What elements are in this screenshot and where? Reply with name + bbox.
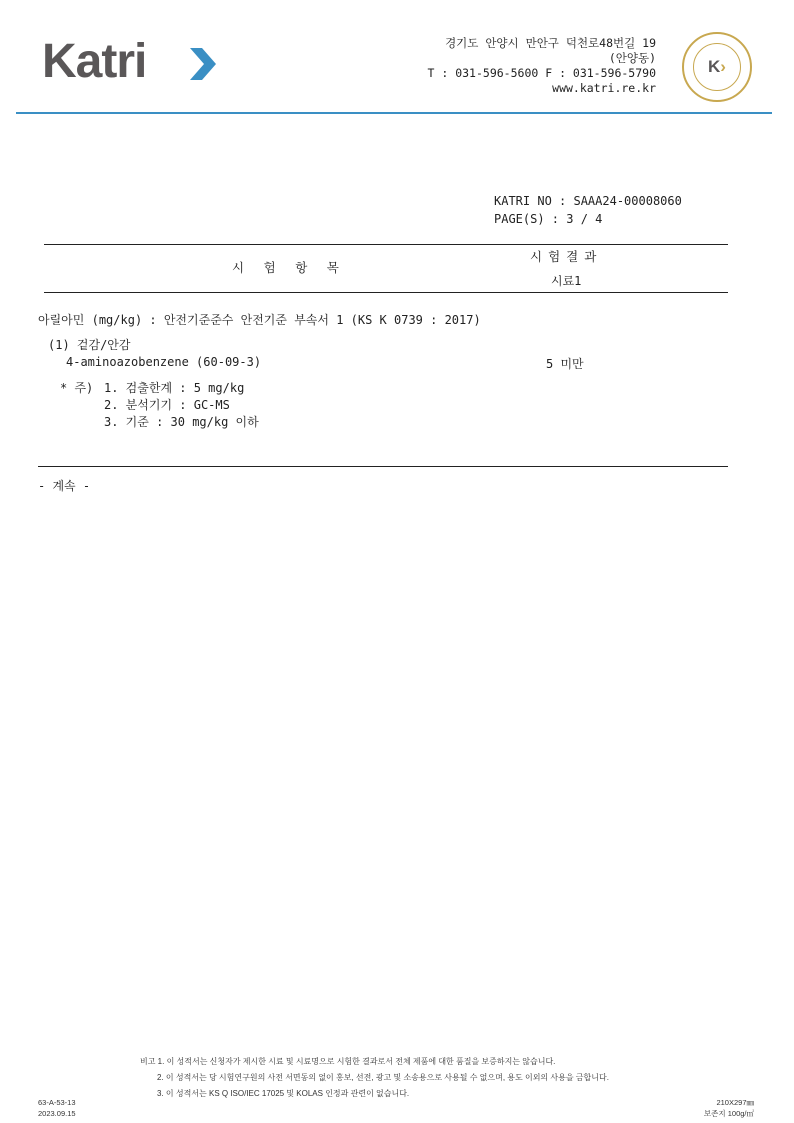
table-bottom-rule [38, 466, 728, 467]
seal-emblem: K› [693, 43, 741, 91]
notes-prefix: * 주) [60, 381, 94, 395]
website: www.katri.re.kr [552, 81, 656, 95]
table-top-rule [44, 244, 728, 245]
form-code: 63-A-53-13 [38, 1098, 76, 1107]
katri-no: KATRI NO : SAAA24-00008060 [494, 194, 682, 208]
paper-type: 보존지 100g/㎡ [703, 1109, 754, 1118]
compound-name: 4-aminoazobenzene (60-09-3) [66, 355, 262, 369]
col-sample-1: 시료1 [551, 274, 582, 288]
header-divider [16, 112, 772, 114]
page-value: 3 / 4 [566, 212, 603, 226]
chevron-right-icon [186, 44, 218, 84]
continued-marker: - 계속 - [38, 479, 91, 493]
katri-no-label: KATRI NO [494, 194, 552, 208]
section-title: 아릴아민 (mg/kg) : 안전기준준수 안전기준 부속서 1 (KS K 0739 : 2017) [38, 313, 481, 327]
page-number: PAGE(S) : 3 / 4 [494, 212, 603, 226]
certification-seal [682, 32, 752, 102]
seal-letter: K [708, 57, 721, 76]
remark-1: 비고 1. 이 성적서는 신청자가 제시한 시료 및 시료명으로 시험한 결과로서 전체 제품에 대한 품질을 보증하지는 않습니다. [140, 1057, 556, 1066]
katri-no-value: SAAA24-00008060 [573, 194, 682, 208]
result-value: 5 미만 [546, 357, 584, 371]
note-item: 1. 검출한계 : 5 mg/kg [104, 381, 245, 395]
phone-fax: T : 031-596-5600 F : 031-596-5790 [427, 66, 656, 80]
form-date: 2023.09.15 [38, 1109, 76, 1118]
page-label: PAGE(S) [494, 212, 545, 226]
table-header-rule [44, 292, 728, 293]
subsection-title: (1) 겉감/안감 [48, 338, 131, 352]
address-line-1: 경기도 안양시 만안구 덕천로48번길 19 [445, 36, 656, 50]
address-line-2: (안양동) [608, 51, 656, 65]
katri-logo-text: Katri [42, 35, 147, 88]
note-item: 3. 기준 : 30 mg/kg 이하 [104, 415, 259, 429]
col-test-result: 시험결과 [530, 249, 603, 264]
remark-2: 2. 이 성적서는 당 시험연구원의 사전 서면동의 없이 홍보, 선전, 광고 및 소송용으로 사용될 수 없으며, 용도 이외의 사용을 금합니다. [157, 1073, 609, 1082]
remark-3: 3. 이 성적서는 KS Q ISO/IEC 17025 및 KOLAS 인정과 관련이 없습니다. [157, 1089, 410, 1098]
paper-size: 210X297㎜ [716, 1098, 754, 1107]
col-test-item: 시 험 항 목 [232, 260, 345, 275]
note-item: 2. 분석기기 : GC-MS [104, 398, 230, 412]
